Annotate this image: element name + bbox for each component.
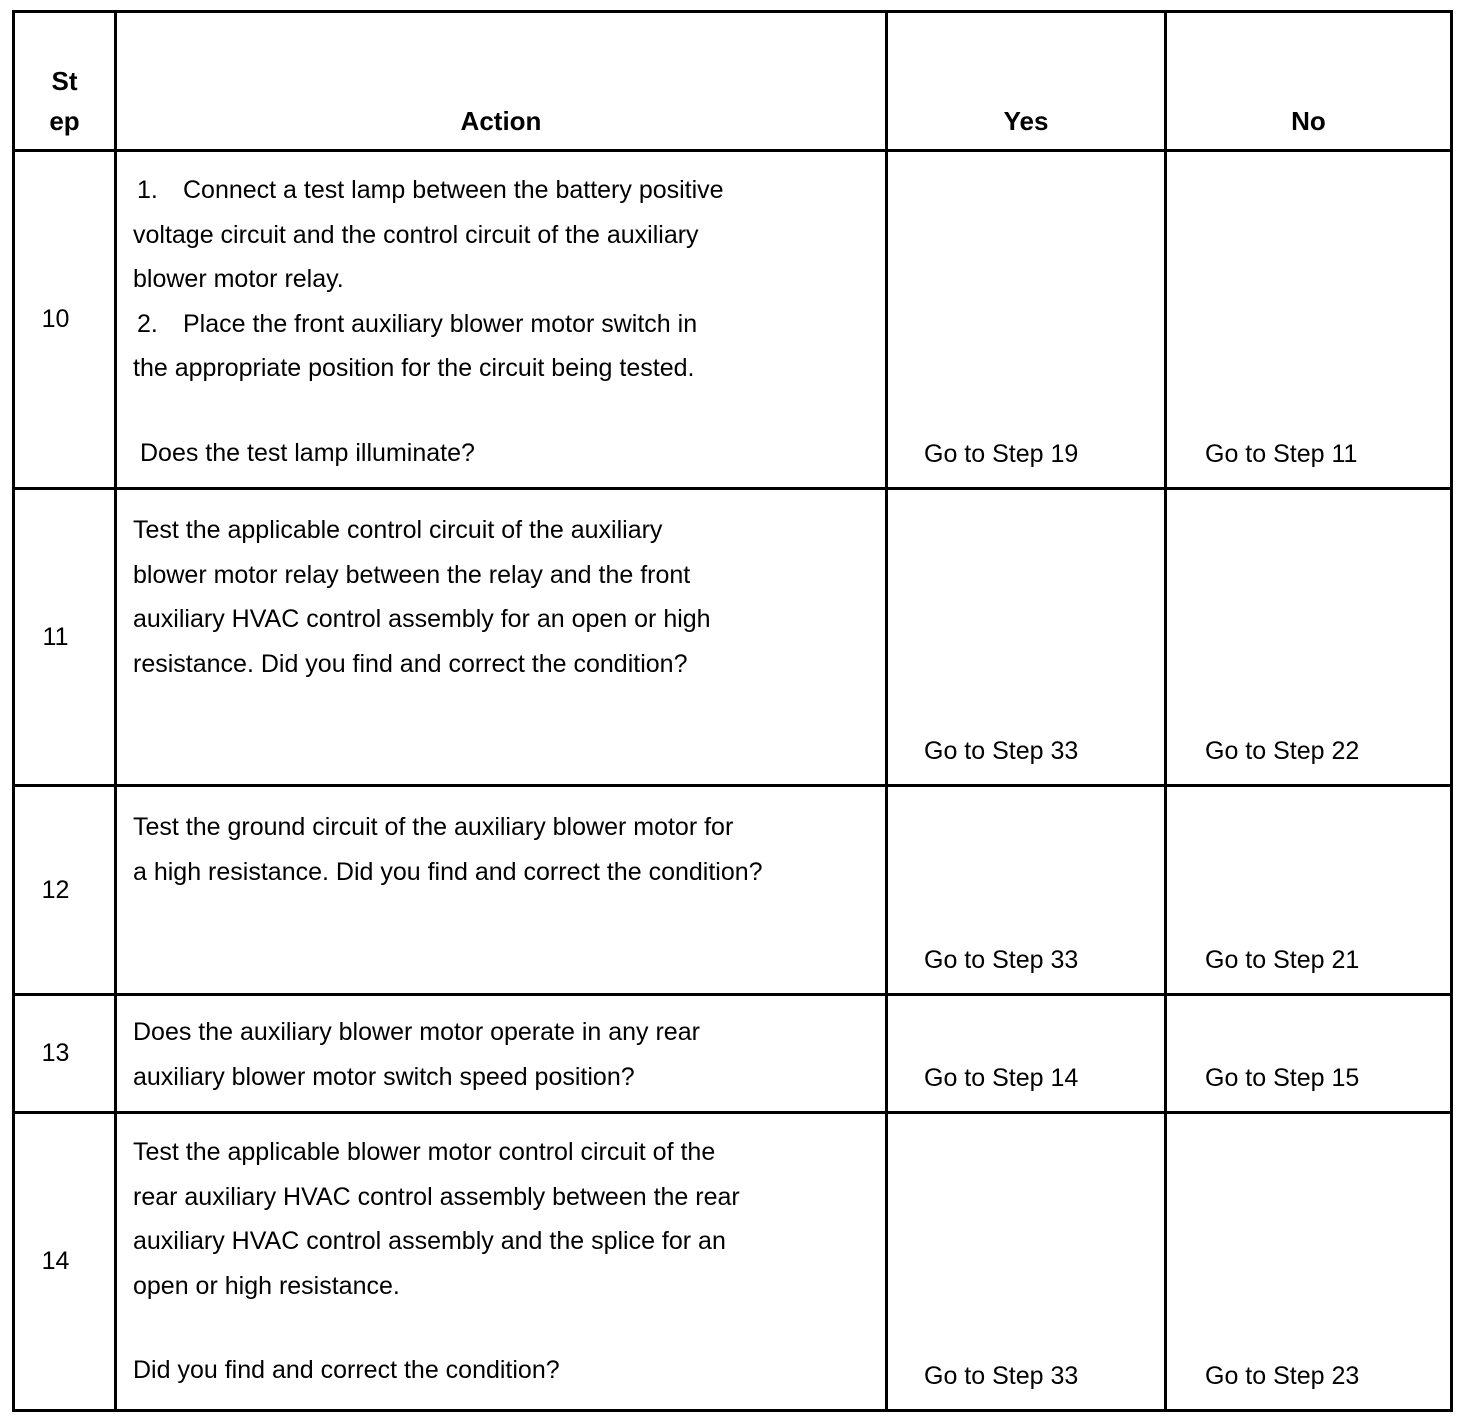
yes-cell: Go to Step 33 — [887, 489, 1166, 786]
no-cell: Go to Step 15 — [1166, 995, 1452, 1113]
action-line: 1. Connect a test lamp between the battery positive — [137, 176, 724, 204]
action-line: blower motor relay between the relay and the front — [133, 560, 691, 589]
action-line: voltage circuit and the control circuit of the auxiliary — [133, 220, 699, 249]
action-cell — [116, 151, 887, 489]
table-row — [14, 151, 1452, 489]
table-row — [14, 1113, 1452, 1411]
no-column-header: No — [1166, 12, 1452, 151]
step-number: 11 — [14, 489, 116, 786]
no-cell: Go to Step 23 — [1166, 1113, 1452, 1411]
action-line: auxiliary HVAC control assembly for an open or high — [133, 605, 711, 633]
action-line: 2. Place the front auxiliary blower motor switch in — [137, 309, 698, 338]
step-number: 14 — [14, 1113, 116, 1411]
step-column-header — [14, 12, 116, 151]
step-header-line1: St — [51, 66, 78, 96]
action-column-header: Action — [116, 12, 887, 151]
action-line: resistance. Did you find and correct the condition? — [133, 649, 688, 678]
action-line: auxiliary HVAC control assembly and the splice for an — [133, 1227, 726, 1255]
action-question: Does the test lamp illuminate? — [140, 438, 475, 467]
yes-cell: Go to Step 19 — [887, 151, 1166, 489]
no-cell: Go to Step 21 — [1166, 786, 1452, 995]
action-line: Test the applicable blower motor control circuit of the — [133, 1138, 716, 1166]
action-line: rear auxiliary HVAC control assembly between the rear — [133, 1182, 740, 1211]
yes-cell: Go to Step 33 — [887, 1113, 1166, 1411]
step-number: 13 — [14, 995, 116, 1113]
action-line: open or high resistance. — [133, 1271, 400, 1300]
diagnostic-table — [12, 10, 1453, 1412]
action-line: blower motor relay. — [133, 265, 344, 293]
table-row — [14, 995, 1452, 1113]
step-number: 12 — [14, 786, 116, 995]
yes-cell: Go to Step 33 — [887, 786, 1166, 995]
table-row — [14, 786, 1452, 995]
table-row — [14, 489, 1452, 786]
no-cell: Go to Step 22 — [1166, 489, 1452, 786]
step-number: 10 — [14, 151, 116, 489]
action-line: the appropriate position for the circuit being tested. — [133, 354, 695, 382]
yes-cell: Go to Step 14 — [887, 995, 1166, 1113]
no-cell: Go to Step 11 — [1166, 151, 1452, 489]
header-row — [14, 12, 1452, 151]
action-line: Test the ground circuit of the auxiliary blower motor for — [133, 813, 734, 841]
step-header-line2: ep — [49, 106, 80, 136]
yes-column-header: Yes — [887, 12, 1166, 151]
action-cell — [116, 1113, 887, 1411]
action-question: Did you find and correct the condition? — [133, 1356, 560, 1384]
action-line: Does the auxiliary blower motor operate in any rear — [133, 1018, 700, 1046]
action-line: Test the applicable control circuit of the auxiliary — [133, 516, 663, 544]
action-cell — [116, 995, 887, 1113]
action-line: a high resistance. Did you find and correct the condition? — [133, 857, 763, 886]
action-cell — [116, 786, 887, 995]
action-line: auxiliary blower motor switch speed position? — [133, 1062, 635, 1091]
action-cell — [116, 489, 887, 786]
